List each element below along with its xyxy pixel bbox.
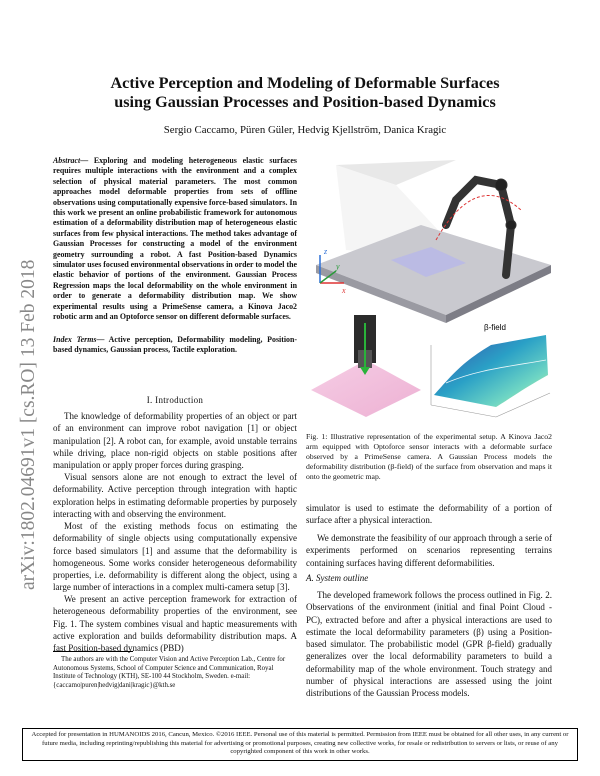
arxiv-stamp: [6, 150, 46, 590]
abstract-label: Abstract: [53, 156, 81, 165]
beta-field-label: β-field: [484, 323, 506, 332]
intro-paragraph-1: The knowledge of deformability properties of an object or part of an environment can improve robot navigation [1] or object manipulation [2]. A robot can, for example, avoid unstable terrains while driving, place non-rigid objects on stable positions after manipulation or apply proper forces during grasping.: [53, 411, 297, 471]
point-cloud-view: [311, 315, 421, 417]
footnote: The authors are with the Computer Vision and Active Perception Lab., Centre for Autonomous Systems, School of Computer Science and Communication, Royal Institute of Technology (KTH), SE-100 44 Stockholm, Sweden. e-mail: {caccamo|puren|hedvig|dani|kragic}@kth.se: [53, 656, 286, 689]
figure-1-caption: Fig. 1: Illustrative representation of the experimental setup. A Kinova Jaco2 arm equipped with Optoforce sensor interacts with a deformable surface observed by a PrimeSense camera. A Gaussian Process models the deformability distribution (β-field) of the surface from observation and maps it onto the geometric map.: [306, 432, 552, 481]
index-terms-text: — Active perception, Deformability modeling, Position-based dynamics, Gaussian process, Tactile exploration.: [53, 335, 297, 355]
index-terms-label: Index Terms: [53, 335, 97, 344]
right-paragraph-1: simulator is used to estimate the deformability of a portion of surface after a physical interaction.: [306, 503, 552, 526]
right-paragraph-2: We demonstrate the feasibility of our approach through a serie of experiments performed on scenarios representing terrains containing surfaces having different deformabilities.: [306, 533, 552, 568]
intro-paragraph-4: We present an active perception framework for extraction of heterogeneous deformability properties of the environment, see Fig. 1. The system combines visual and haptic measurements with active exploration and builds deformability distribution maps. A fast Position-based dynamics (PBD): [53, 594, 297, 654]
footnote-rule: [53, 651, 133, 652]
axis-x-label: x: [342, 286, 346, 295]
axis-y-label: y: [336, 262, 340, 271]
section-intro-title: I. Introduction: [146, 395, 204, 405]
index-terms: [53, 335, 297, 356]
authors: Sergio Caccamo, Püren Güler, Hedvig Kjellström, Danica Kragic: [163, 124, 447, 136]
paper-title-line1: Active Perception and Modeling of Deformable Surfaces: [110, 74, 500, 92]
beta-field-plot: [431, 323, 550, 417]
axis-z-label: z: [324, 247, 328, 256]
intro-paragraph-3: Most of the existing methods focus on estimating the deformability of single objects using computationally expensive force based simulators [1] and assume that the deformability is homogeneous. Some works consider heterogeneous deformability properties, i.e. deformability is different along the object, using a large number of interactions in a complex multi-camera setup [3].: [53, 521, 297, 593]
subsection-title: A. System outline: [306, 573, 369, 583]
paper-title-line2: using Gaussian Processes and Position-based Dynamics: [114, 93, 496, 111]
intro-paragraph-2: Visual sensors alone are not enough to extract the level of deformability. Active perception through integration with haptic exploration helps in estimating deformable properties by purposely interacting with and observing the environment.: [53, 472, 297, 519]
abstract-text: — Exploring and modeling heterogeneous elastic surfaces requires multiple interactions with the environment and a complex selection of physical material parameters. The most common approaches model deformable properties from sets of offline observations using computationally expensive force-based simulators. In this work we present an online probabilistic framework for autonomous estimation of a deformability distribution map of heterogeneous elastic surfaces from few physical interactions. The method takes advantage of Gaussian Processes for constructing a model of the environment geometry surrounding a robot. A fast Position-based Dynamics simulator uses focused environmental observations in order to model the elastic behavior of portions of the environment. Gaussian Process Regression maps the local deformability on the whole environment in order to generate a deformability distribution map. We show experimental results using a PrimeSense camera, a Kinova Jaco2 robotic arm and an Optoforce sensor on different deformable surfaces.: [53, 156, 297, 322]
copyright-notice: Accepted for presentation in HUMANOIDS 2016, Cancun, Mexico. ©2016 IEEE. Personal use of this material is permitted. Permission from IEEE must be obtained for all other uses, in any current or future media, including reprinting/republishing this material for advertising or promotional purposes, creating new collective works, for resale or redistribution to servers or lists, or reuse of any copyrighted component of this work in other works.: [22, 728, 578, 761]
abstract: [53, 156, 297, 323]
figure-1: [306, 155, 552, 420]
arxiv-stamp-text: arXiv:1802.04691v1 [cs.RO] 13 Feb 2018: [18, 259, 39, 590]
right-paragraph-3: The developed framework follows the process outlined in Fig. 2. Observations of the environment (initial and final Point Cloud - PC), extracted before and after a physical interactions are used to estimate the local deformability parameters (β) using a Position-based simulator. The probabilistic model (GPR β-field) gradually generalizes over the local deformability parameters to build a deformability map of the whole environment. Touch strategy and number of physical interactions are assessed using the joint distributions of the Gaussian Process models.: [306, 590, 552, 699]
